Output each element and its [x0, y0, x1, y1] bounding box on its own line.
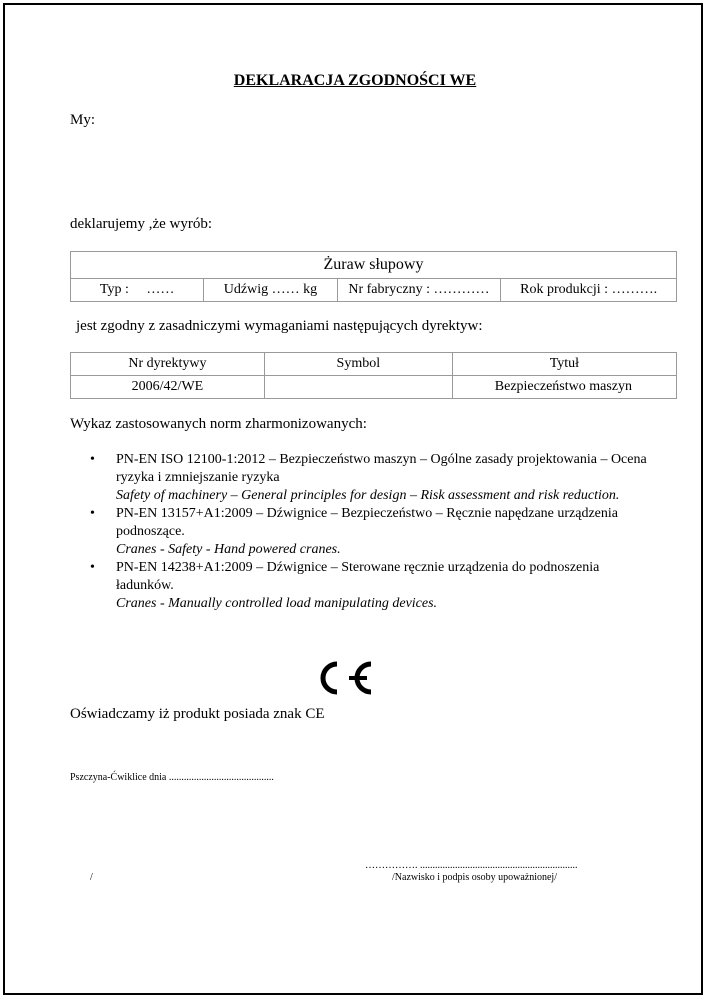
product-capacity-cell [204, 279, 337, 302]
list-item [90, 559, 650, 613]
product-type-cell [71, 279, 204, 302]
norm-en: Cranes - Manually controlled load manipulating devices. [116, 596, 438, 611]
product-year-label: Rok produkcji : [520, 282, 609, 297]
signature-caption: /Nazwisko i podpis osoby upoważnionej/ [392, 872, 557, 883]
norm-pl: PN-EN 13157+A1:2009 – Dźwignice – Bezpieczeństwo – Ręcznie napędzane urządzenia podnoszące. [116, 506, 618, 539]
norm-en: Safety of machinery – General principles for design – Risk assessment and risk reduction. [116, 488, 620, 503]
product-serial-label: Nr fabryczny : [348, 282, 430, 297]
directives-header-row [71, 353, 677, 376]
product-capacity-label: Udźwig [223, 282, 269, 297]
product-fields-row [71, 279, 677, 302]
header-symbol: Symbol [264, 353, 452, 376]
document-title: DEKLARACJA ZGODNOŚCI WE [233, 72, 477, 89]
ce-statement: Oświadczamy iż produkt posiada znak CE [70, 706, 325, 722]
signature-left-slash: / [90, 872, 93, 883]
norms-intro: Wykaz zastosowanych norm zharmonizowanych: [70, 416, 367, 432]
product-type-value: …… [146, 282, 175, 297]
list-item [90, 505, 650, 559]
product-serial-cell [337, 279, 501, 302]
my-label: My: [70, 112, 96, 128]
product-name-row [71, 252, 677, 279]
norm-en: Cranes - Safety - Hand powered cranes. [116, 542, 341, 557]
header-directive-number: Nr dyrektywy [71, 353, 265, 376]
header-title: Tytuł [452, 353, 676, 376]
ce-mark-icon [307, 658, 377, 698]
table-row [71, 376, 677, 399]
product-year-value: ………. [611, 282, 658, 297]
declare-intro: deklarujemy ,że wyrób: [70, 216, 213, 232]
directives-table [70, 352, 677, 399]
product-table [70, 251, 677, 302]
place-date: Pszczyna-Ćwiklice dnia .......................................... [70, 772, 274, 783]
norm-pl: PN-EN 14238+A1:2009 – Dźwignice – Sterowane ręcznie urządzenia do podnoszenia ładunków. [116, 560, 600, 593]
directive-title: Bezpieczeństwo maszyn [452, 376, 676, 399]
product-year-cell [501, 279, 677, 302]
product-type-label: Typ : [99, 282, 129, 297]
list-item [90, 451, 650, 505]
disc-bullet-icon: • [90, 452, 95, 467]
product-serial-value: ………… [433, 282, 490, 297]
norms-list [90, 451, 650, 613]
disc-bullet-icon: • [90, 506, 95, 521]
product-name: Żuraw słupowy [71, 252, 677, 279]
directive-number: 2006/42/WE [71, 376, 265, 399]
signature-dots: ……………. ............................................................... [365, 860, 578, 871]
disc-bullet-icon: • [90, 560, 95, 575]
directive-symbol [264, 376, 452, 399]
directives-intro: jest zgodny z zasadniczymi wymaganiami następujących dyrektyw: [76, 318, 483, 334]
norm-pl: PN-EN ISO 12100-1:2012 – Bezpieczeństwo maszyn – Ogólne zasady projektowania – Ocena ryzyka i zmniejszanie ryzyka [116, 452, 647, 485]
product-capacity-value: …… kg [271, 282, 318, 297]
